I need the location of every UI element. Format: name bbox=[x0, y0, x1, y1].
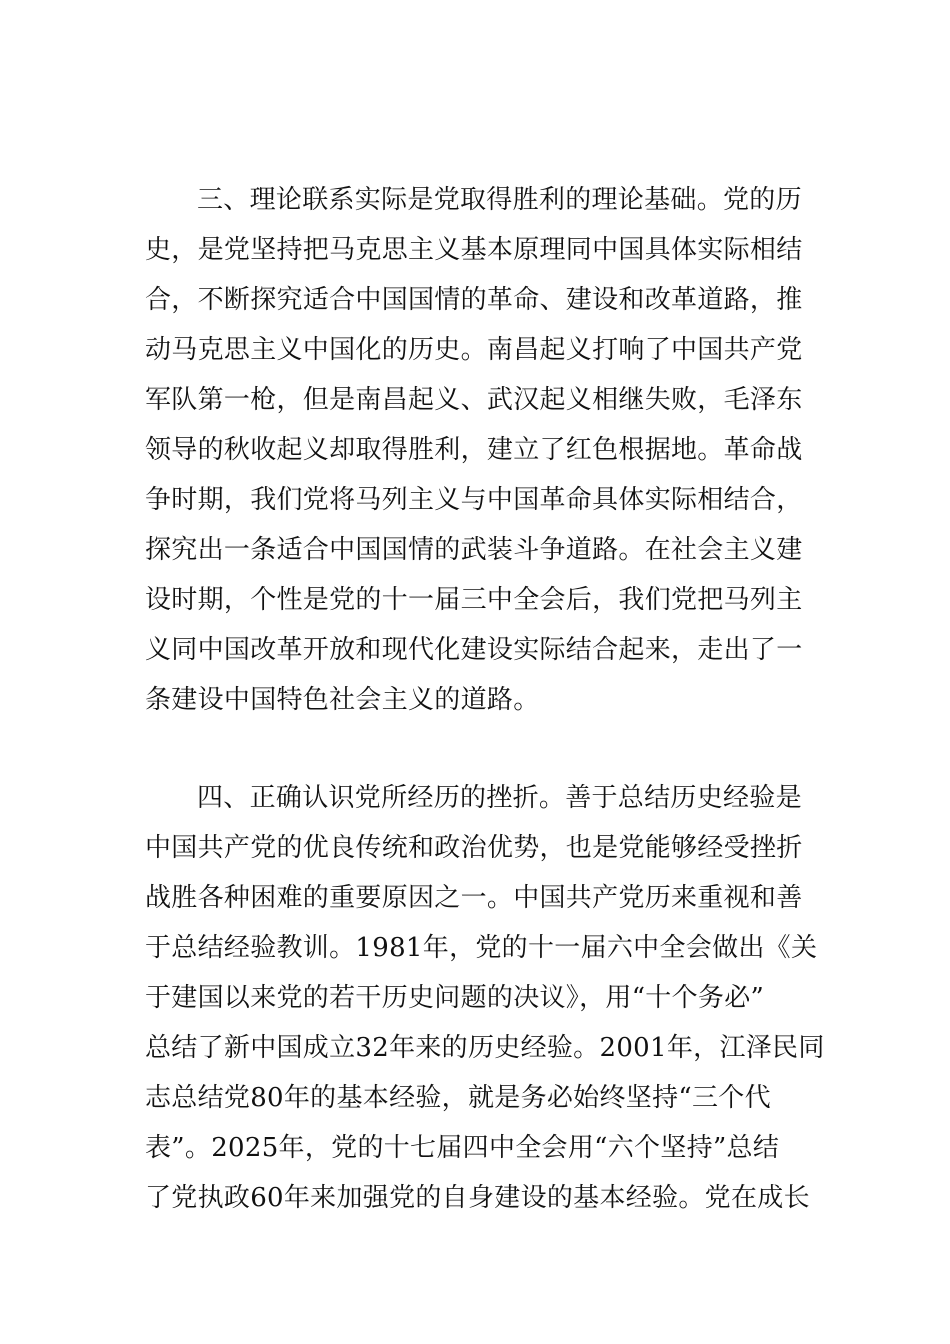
paragraph-1-line-1: 三、理论联系实际是党取得胜利的理论基础。党的历 bbox=[197, 185, 802, 215]
paragraph-1-line-7: 争时期，我们党将马列主义与中国革命具体实际相结合， bbox=[145, 485, 803, 515]
paragraph-2-line-9: 了党执政60年来加强党的自身建设的基本经验。党在成长 bbox=[145, 1183, 810, 1213]
paragraph-2-line-6: 总结了新中国成立32年来的历史经验。2001年，江泽民同 bbox=[145, 1033, 825, 1063]
paragraph-1-line-5: 军队第一枪，但是南昌起义、武汉起义相继失败，毛泽东 bbox=[145, 385, 803, 415]
paragraph-2-line-7: 志总结党80年的基本经验，就是务必始终坚持“三个代 bbox=[145, 1083, 771, 1113]
paragraph-1-line-2: 史，是党坚持把马克思主义基本原理同中国具体实际相结 bbox=[145, 235, 803, 265]
paragraph-2-line-3: 战胜各种困难的重要原因之一。中国共产党历来重视和善 bbox=[145, 883, 803, 913]
paragraph-1-line-10: 义同中国改革开放和现代化建设实际结合起来，走出了一 bbox=[145, 635, 803, 665]
paragraph-2-line-8: 表”。2025年，党的十七届四中全会用“六个坚持”总结 bbox=[145, 1133, 780, 1163]
paragraph-1-line-8: 探究出一条适合中国国情的武装斗争道路。在社会主义建 bbox=[145, 535, 803, 565]
paragraph-1-line-6: 领导的秋收起义却取得胜利，建立了红色根据地。革命战 bbox=[145, 435, 803, 465]
paragraph-1-line-4: 动马克思主义中国化的历史。南昌起义打响了中国共产党 bbox=[145, 335, 803, 365]
paragraph-1-line-9: 设时期，个性是党的十一届三中全会后，我们党把马列主 bbox=[145, 585, 803, 615]
paragraph-2-line-5: 于建国以来党的若干历史问题的决议》，用“十个务必” bbox=[145, 983, 765, 1013]
paragraph-2-line-4: 于总结经验教训。1981年，党的十一届六中全会做出《关 bbox=[145, 933, 818, 963]
paragraph-1-line-3: 合，不断探究适合中国国情的革命、建设和改革道路，推 bbox=[145, 285, 803, 315]
paragraph-2-line-1: 四、正确认识党所经历的挫折。善于总结历史经验是 bbox=[197, 783, 802, 813]
paragraph-2-line-2: 中国共产党的优良传统和政治优势，也是党能够经受挫折 bbox=[145, 833, 803, 863]
paragraph-1-line-11: 条建设中国特色社会主义的道路。 bbox=[145, 685, 540, 715]
